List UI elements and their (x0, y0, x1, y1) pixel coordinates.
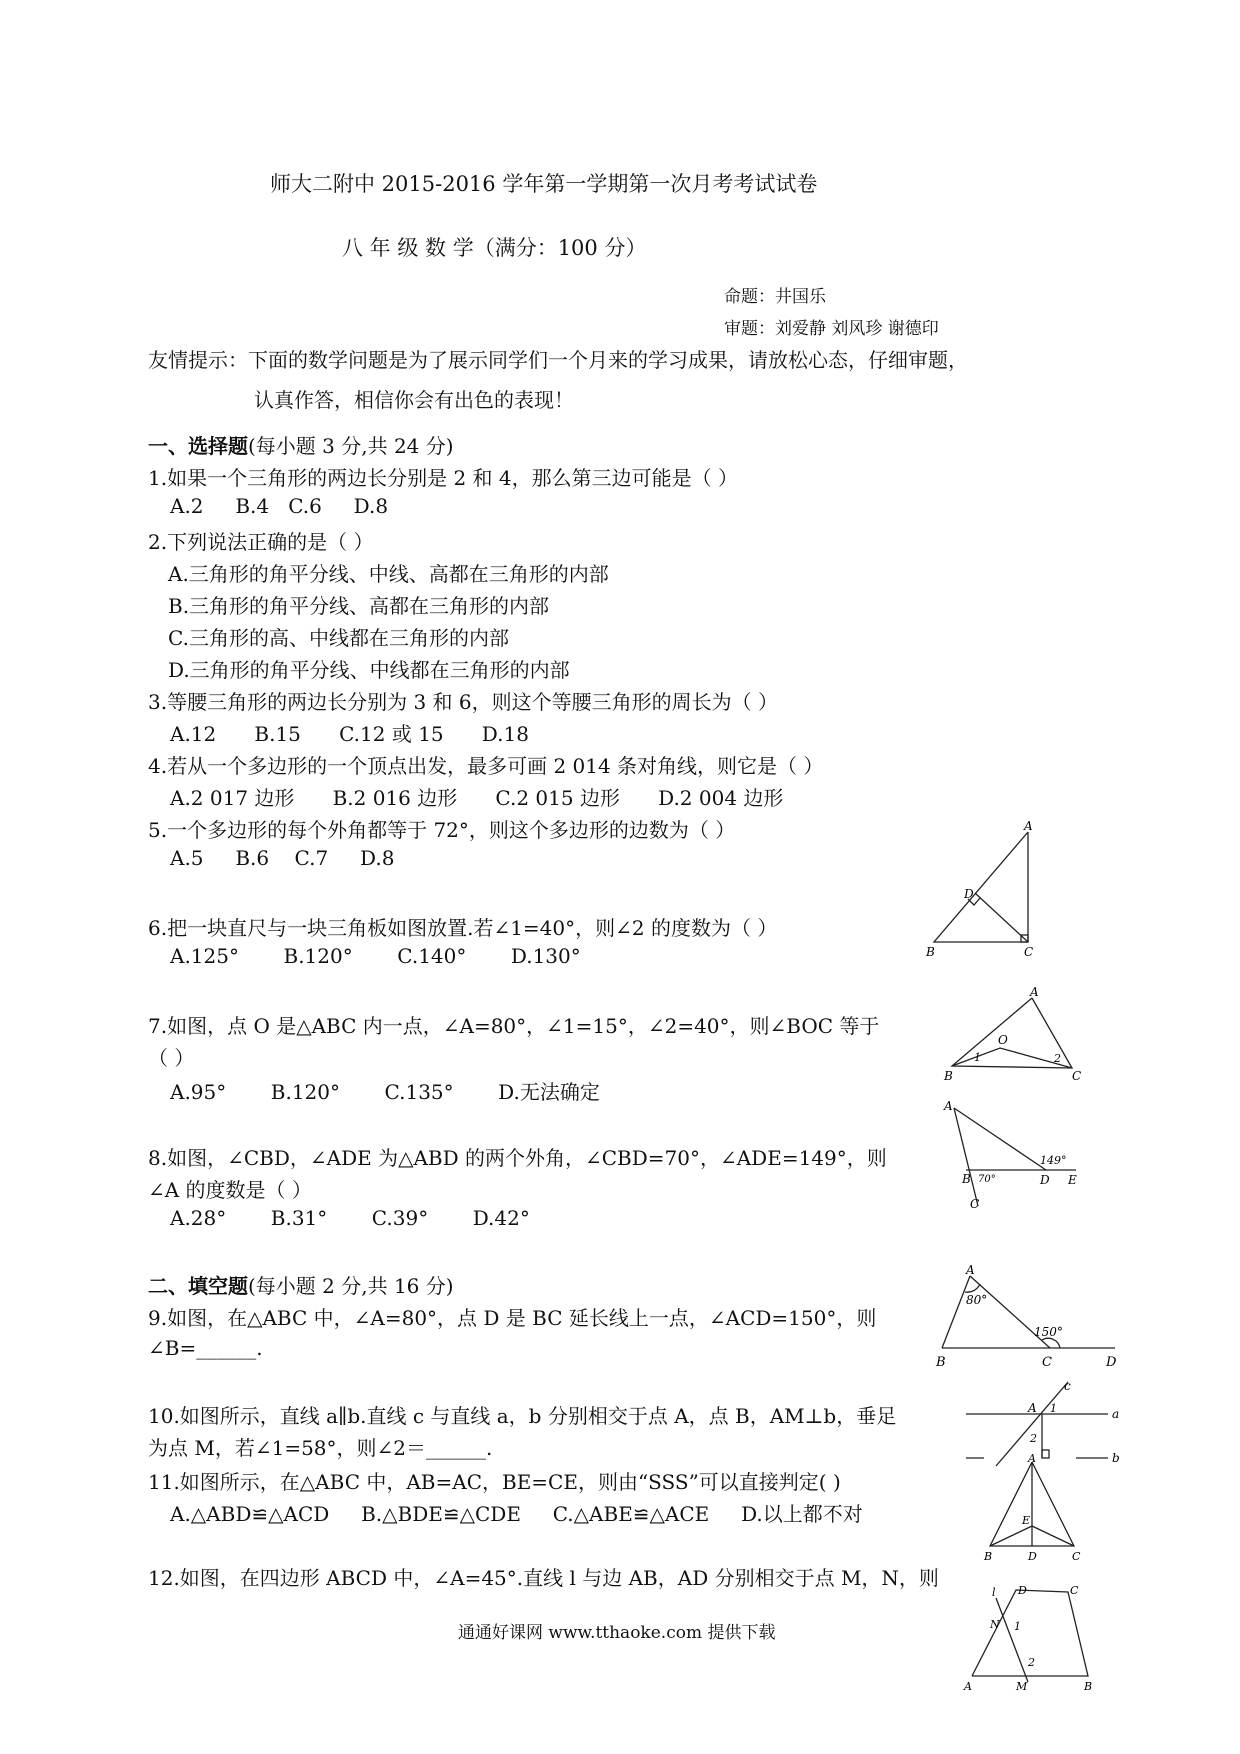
fig5-label-c: C (1024, 945, 1034, 959)
fig12-label-c: C (1070, 1584, 1079, 1597)
question-7-stem: 7.如图，点 O 是△ABC 内一点，∠A=80°，∠1=15°，∠2=40°，则∠BOC 等于 (148, 1014, 880, 1038)
reviewer-line: 审题：刘爱静 刘风珍 谢德印 (724, 319, 939, 339)
q8-option-c: C.39° (371, 1206, 429, 1230)
q7-option-c: C.135° (384, 1080, 454, 1104)
fig11-label-b: B (984, 1550, 993, 1563)
fig7-label-2: 2 (1054, 1052, 1061, 1065)
fig9-label-a: A (966, 1263, 975, 1277)
q6-option-a: A.125° (170, 944, 239, 968)
q3-option-b: B.15 (254, 722, 301, 746)
question-12-stem: 12.如图，在四边形 ABCD 中，∠A=45°.直线 l 与边 AB，AD 分别相交于点 M，N，则 (148, 1566, 939, 1590)
q4-option-c: C.2 015 边形 (495, 786, 620, 810)
fig12-label-n: N (990, 1618, 1000, 1631)
footer-watermark: 通通好课网 www.tthaoke.com 提供下载 (458, 1623, 776, 1643)
q5-option-d: D.8 (360, 846, 395, 870)
fig10-label-A: A (1028, 1401, 1037, 1415)
q8-option-d: D.42° (472, 1206, 530, 1230)
fig12-label-b: B (1084, 1680, 1093, 1693)
section-1-heading (148, 430, 454, 459)
section-2-note: (每小题 2 分,共 16 分) (248, 1274, 454, 1298)
fig10-label-c: c (1064, 1379, 1071, 1393)
section-2-heading (148, 1270, 454, 1299)
q8-option-a: A.28° (170, 1206, 227, 1230)
q11-option-c: C.△ABE≌△ACE (552, 1502, 710, 1526)
fig11-label-d: D (1028, 1550, 1037, 1563)
q1-option-a: A.2 (170, 494, 204, 518)
question-2-stem: 2.下列说法正确的是（ ） (148, 530, 374, 554)
fig12-label-a: A (964, 1680, 972, 1693)
fig12-label-d: D (1018, 1584, 1027, 1597)
q11-option-b: B.△BDE≌△CDE (361, 1502, 521, 1526)
exam-subtitle: 八 年 级 数 学（满分：100 分） (342, 236, 647, 260)
q11-option-d: D.以上都不对 (741, 1502, 863, 1526)
question-5-options (170, 846, 394, 870)
question-8-stem-2: ∠A 的度数是（ ） (148, 1178, 312, 1202)
question-4-options (170, 782, 783, 811)
q4-option-b: B.2 016 边形 (332, 786, 458, 810)
question-7-stem-2: （ ） (148, 1046, 195, 1070)
question-4-stem: 4.若从一个多边形的一个顶点出发，最多可画 2 014 条对角线，则它是（ ） (148, 754, 824, 778)
fig8-label-b: B (962, 1172, 971, 1186)
question-3-stem: 3.等腰三角形的两边长分别为 3 和 6，则这个等腰三角形的周长为（ ） (148, 690, 778, 714)
fig9-label-150: 150° (1034, 1325, 1063, 1339)
question-11-options (170, 1498, 863, 1527)
fig7-label-c: C (1072, 1069, 1082, 1083)
q2-option-b: B.三角形的角平分线、高都在三角形的内部 (168, 594, 550, 618)
question-5-stem: 5.一个多边形的每个外角都等于 72°，则这个多边形的边数为（ ） (148, 818, 736, 842)
fig9-label-d: D (1106, 1355, 1117, 1370)
fig8-label-e: E (1068, 1173, 1077, 1187)
fig10-label-a: a (1112, 1407, 1120, 1421)
question-1-stem: 1.如果一个三角形的两边长分别是 2 和 4，那么第三边可能是（ ） (148, 466, 738, 490)
fig7-label-1: 1 (974, 1051, 981, 1064)
question-11-stem: 11.如图所示，在△ABC 中，AB=AC，BE=CE，则由“SSS”可以直接判定( ) (148, 1470, 841, 1494)
q6-option-b: B.120° (283, 944, 353, 968)
question-1-options (170, 494, 388, 518)
figure-isosceles-triangle (980, 1454, 1090, 1564)
fig11-label-e: E (1022, 1514, 1031, 1527)
question-3-options (170, 718, 529, 747)
tip-line-2: 认真作答，相信你会有出色的表现！ (254, 388, 574, 412)
question-9-stem-2: ∠B=______. (148, 1336, 263, 1360)
fig5-label-b: B (926, 945, 935, 959)
section-2-title: 二、填空题 (148, 1274, 248, 1298)
fig10-label-2: 2 (1030, 1432, 1037, 1445)
question-8-stem: 8.如图，∠CBD，∠ADE 为△ABD 的两个外角，∠CBD=70°，∠ADE=149°，则 (148, 1146, 887, 1170)
fig11-label-a: A (1028, 1452, 1036, 1465)
fig9-label-80: 80° (966, 1293, 988, 1307)
fig7-label-a: A (1030, 985, 1039, 999)
fig10-label-b: b (1112, 1451, 1120, 1465)
fig8-label-70: 70° (978, 1174, 996, 1185)
q1-option-d: D.8 (353, 494, 389, 518)
tip-line-1: 友情提示：下面的数学问题是为了展示同学们一个月来的学习成果，请放松心态，仔细审题， (148, 348, 968, 372)
q7-option-d: D.无法确定 (498, 1080, 600, 1104)
q1-option-b: B.4 (235, 494, 270, 518)
q7-option-b: B.120° (270, 1080, 340, 1104)
q3-option-c: C.12 或 15 (339, 722, 444, 746)
q5-option-a: A.5 (170, 846, 204, 870)
fig7-label-b: B (944, 1069, 953, 1083)
figure-exterior-angle-acd (930, 1262, 1130, 1372)
figure-exterior-angles (940, 1098, 1100, 1210)
figure-triangle-abc-point-o (942, 985, 1092, 1084)
fig10-label-1: 1 (1050, 1402, 1057, 1415)
question-10-stem-2: 为点 M，若∠1=58°，则∠2＝______. (148, 1436, 493, 1460)
fig8-label-a: A (944, 1099, 953, 1113)
q7-option-a: A.95° (170, 1080, 227, 1104)
q2-option-c: C.三角形的高、中线都在三角形的内部 (168, 626, 509, 650)
question-6-options (170, 944, 581, 968)
q8-option-b: B.31° (270, 1206, 328, 1230)
fig9-label-c: C (1042, 1355, 1052, 1370)
question-7-options (170, 1076, 600, 1105)
q5-option-b: B.6 (235, 846, 270, 870)
question-8-options (170, 1206, 530, 1230)
fig12-label-2: 2 (1028, 1656, 1035, 1669)
fig8-label-c: C (970, 1197, 980, 1211)
question-10-stem: 10.如图所示，直线 a∥b.直线 c 与直线 a，b 分别相交于点 A，点 B，AM⊥b，垂足 (148, 1404, 897, 1428)
question-6-stem: 6.把一块直尺与一块三角板如图放置.若∠1=40°，则∠2 的度数为（ ） (148, 916, 778, 940)
fig8-label-d: D (1040, 1173, 1050, 1187)
fig5-label-d: D (964, 887, 974, 901)
author-line: 命题：井国乐 (724, 287, 826, 307)
q1-option-c: C.6 (288, 494, 322, 518)
q3-option-a: A.12 (170, 722, 217, 746)
figure-right-triangle (920, 820, 1040, 960)
q5-option-c: C.7 (294, 846, 329, 870)
fig7-label-o: O (998, 1033, 1008, 1047)
fig11-label-c: C (1072, 1550, 1081, 1563)
q3-option-d: D.18 (481, 722, 529, 746)
q11-option-a: A.△ABD≌△ACD (170, 1502, 330, 1526)
fig12-label-1: 1 (1014, 1620, 1021, 1633)
section-1-title: 一、选择题 (148, 434, 248, 458)
q4-option-d: D.2 004 边形 (658, 786, 784, 810)
fig5-label-a: A (1024, 819, 1033, 833)
q6-option-d: D.130° (510, 944, 581, 968)
q6-option-c: C.140° (397, 944, 467, 968)
fig8-label-149: 149° (1040, 1154, 1067, 1167)
fig9-label-b: B (936, 1355, 946, 1370)
question-9-stem: 9.如图，在△ABC 中，∠A=80°，点 D 是 BC 延长线上一点，∠ACD=150°，则 (148, 1306, 877, 1330)
q2-option-a: A.三角形的角平分线、中线、高都在三角形的内部 (168, 562, 609, 586)
figure-quadrilateral-abcd (960, 1580, 1110, 1692)
q2-option-d: D.三角形的角平分线、中线都在三角形的内部 (168, 658, 570, 682)
fig12-label-l: l (992, 1586, 996, 1599)
section-1-note: (每小题 3 分,共 24 分) (248, 434, 454, 458)
fig12-label-m: M (1016, 1680, 1028, 1693)
exam-title: 师大二附中 2015-2016 学年第一学期第一次月考考试试卷 (270, 172, 818, 196)
q4-option-a: A.2 017 边形 (170, 786, 295, 810)
